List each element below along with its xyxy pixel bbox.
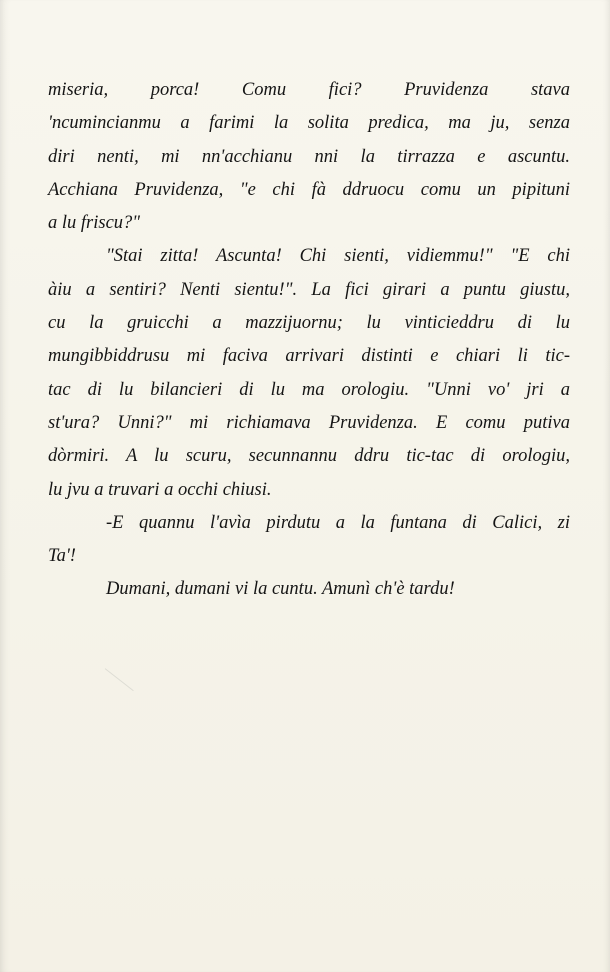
text-line: "Stai zitta! Ascunta! Chi sienti, vidiemmu!" "E chi bbox=[106, 246, 570, 267]
text-line: lu jvu a truvari a occhi chiusi. bbox=[48, 479, 272, 500]
text-line: diri nenti, mi nn'acchianu nni la tirrazza e ascuntu. bbox=[48, 146, 570, 167]
text-line: cu la gruicchi a mazzijuornu; lu vinticieddru di lu bbox=[48, 313, 570, 334]
text-line: miseria, porca! Comu fici? Pruvidenza stava bbox=[48, 80, 570, 100]
text-line: àiu a sentiri? Nenti sientu!". La fici girari a puntu giustu, bbox=[48, 279, 570, 300]
text-line: mungibbiddrusu mi faciva arrivari distinti e chiari li tic- bbox=[48, 346, 570, 367]
paragraph-4 bbox=[48, 573, 570, 606]
text-line: a lu friscu?" bbox=[48, 213, 141, 234]
text-line: Dumani, dumani vi la cuntu. Amunì ch'è tardu! bbox=[106, 579, 455, 600]
text-line: dòrmiri. A lu scuru, secunnannu ddru tic-tac di orologiu, bbox=[48, 446, 570, 467]
text-line: -E quannu l'avìa pirdutu a la funtana di Calici, zi bbox=[106, 512, 570, 533]
paragraph-3 bbox=[48, 507, 570, 574]
paragraph-1 bbox=[48, 74, 570, 240]
text-line: tac di lu bilancieri di lu ma orologiu. "Unni vo' jri a bbox=[48, 379, 570, 400]
text-line: st'ura? Unni?" mi richiamava Pruvidenza. E comu putiva bbox=[48, 412, 570, 433]
page-text bbox=[48, 74, 570, 607]
paragraph-2 bbox=[48, 240, 570, 506]
text-line: 'ncumincianmu a farimi la solita predica, ma ju, senza bbox=[48, 113, 570, 134]
paper-mark bbox=[86, 668, 133, 715]
text-line: Ta'! bbox=[48, 546, 76, 567]
text-line: Acchiana Pruvidenza, "e chi fà ddruocu comu un pipituni bbox=[48, 179, 570, 200]
